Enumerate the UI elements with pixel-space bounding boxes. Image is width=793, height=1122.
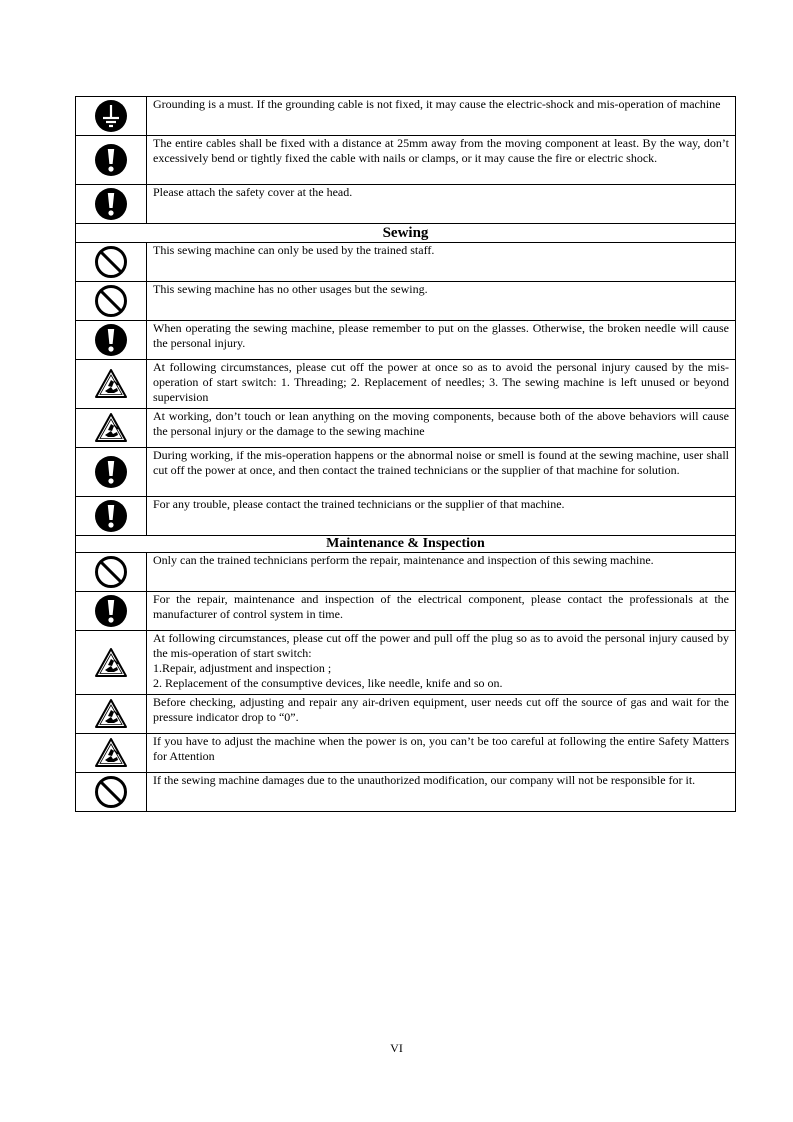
icon-cell [76,773,147,812]
row-text: At following circumstances, please cut off the power at once so as to avoid the personal injury caused by the mis-operation of start switch: 1. Threading; 2. Replacement of needles; 3. The sewing machine is left unused or beyond supervision [147,360,736,409]
mandatory-icon [94,323,128,357]
row-text: Before checking, adjusting and repair any air-driven equipment, user needs cut off the source of gas and wait for the pressure indicator drop to “0”. [147,695,736,734]
icon-cell [76,136,147,185]
mandatory-icon [94,187,128,221]
table-row [76,734,736,773]
table-row [76,97,736,136]
icon-cell [76,734,147,773]
row-text: This sewing machine has no other usages but the sewing. [147,282,736,321]
prohibition-icon [94,775,128,809]
table-row [76,773,736,812]
icon-cell [76,282,147,321]
row-text: Only can the trained technicians perform the repair, maintenance and inspection of this sewing machine. [147,553,736,592]
hand-caution-icon [94,697,128,731]
mandatory-icon [94,455,128,489]
hand-caution-icon [94,736,128,770]
prohibition-icon [94,555,128,589]
icon-cell [76,553,147,592]
mandatory-icon [94,594,128,628]
row-text: For the repair, maintenance and inspection of the electrical component, please contact the professionals at the manufacturer of control system in time. [147,592,736,631]
safety-table [75,96,736,812]
icon-cell [76,497,147,536]
row-text: This sewing machine can only be used by the trained staff. [147,243,736,282]
table-row [76,360,736,409]
table-row [76,136,736,185]
row-text: Grounding is a must. If the grounding cable is not fixed, it may cause the electric-shock and mis-operation of machine [147,97,736,136]
icon-cell [76,321,147,360]
mandatory-icon [94,143,128,177]
table-row [76,553,736,592]
row-text: The entire cables shall be fixed with a distance at 25mm away from the moving component at least. By the way, don’t excessively bend or tightly fixed the cable with nails or clamps, or it may cause the fire or electric shock. [147,136,736,185]
section-heading: Sewing [76,224,736,243]
table-row [76,282,736,321]
icon-cell [76,631,147,695]
icon-cell [76,409,147,448]
hand-caution-icon [94,367,128,401]
prohibition-icon [94,284,128,318]
section-heading-row [76,536,736,553]
prohibition-icon [94,245,128,279]
table-row [76,497,736,536]
table-row [76,448,736,497]
page-number: VI [390,1041,403,1055]
row-text: If you have to adjust the machine when the power is on, you can’t be too careful at following the entire Safety Matters for Attention [147,734,736,773]
section-heading: Maintenance & Inspection [76,536,736,553]
table-row [76,321,736,360]
row-text: During working, if the mis-operation happens or the abnormal noise or smell is found at the sewing machine, user shall cut off the power at once, and then contact the trained technicians or the supplier of that machine for solution. [147,448,736,497]
section-heading-row [76,224,736,243]
hand-caution-icon [94,646,128,680]
row-text: If the sewing machine damages due to the unauthorized modification, our company will not be responsible for it. [147,773,736,812]
mandatory-icon [94,499,128,533]
icon-cell [76,592,147,631]
table-row [76,185,736,224]
icon-cell [76,448,147,497]
table-row [76,695,736,734]
row-text: Please attach the safety cover at the head. [147,185,736,224]
icon-cell [76,243,147,282]
ground-icon [94,99,128,133]
table-row [76,592,736,631]
icon-cell [76,185,147,224]
row-text: When operating the sewing machine, please remember to put on the glasses. Otherwise, the broken needle will cause the personal injury. [147,321,736,360]
hand-caution-icon [94,411,128,445]
icon-cell [76,97,147,136]
table-row [76,631,736,695]
table-row [76,243,736,282]
icon-cell [76,360,147,409]
row-text: At working, don’t touch or lean anything on the moving components, because both of the above behaviors will cause the personal injury or the damage to the sewing machine [147,409,736,448]
row-text: At following circumstances, please cut off the power and pull off the plug so as to avoid the personal injury caused by the mis-operation of start switch: 1.Repair, adjustment and inspection ; 2. Replacement of the consumptive devices, like needle, knife and so on. [147,631,736,695]
table-row [76,409,736,448]
row-text: For any trouble, please contact the trained technicians or the supplier of that machine. [147,497,736,536]
icon-cell [76,695,147,734]
